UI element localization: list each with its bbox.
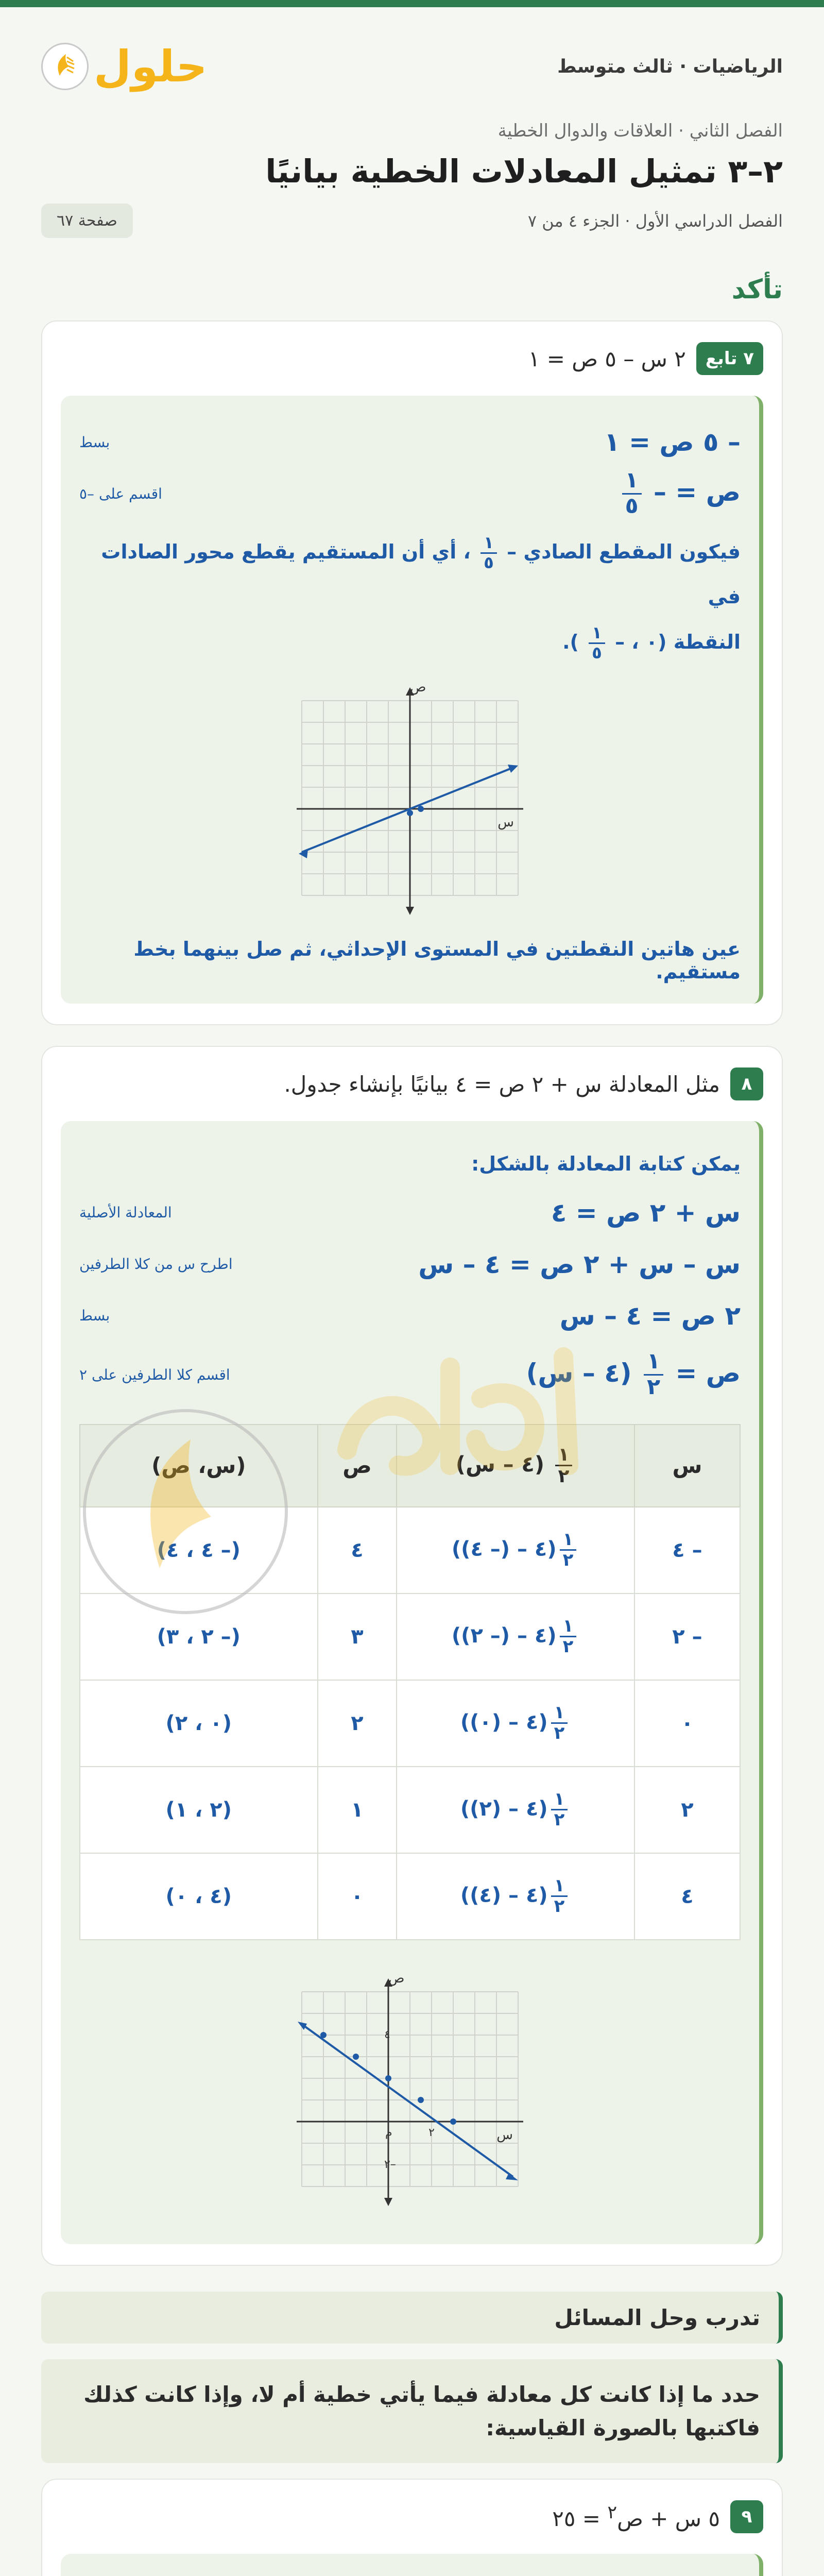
page-badge: صفحة ٦٧ [41, 204, 133, 238]
cell-x: – ٢ [634, 1594, 740, 1680]
equation-suffix: (٤ – س) [526, 1358, 632, 1388]
y-tick-label: ٤ [384, 2028, 390, 2041]
value-table [79, 1424, 741, 1940]
cell-y: ٣ [318, 1594, 397, 1680]
cell-y: ٢ [318, 1680, 397, 1767]
fraction [622, 469, 642, 519]
step-equation [526, 1350, 741, 1400]
fraction-numerator: ١ [560, 1530, 577, 1551]
fraction-numerator: ١ [555, 1445, 573, 1466]
header-expression-text: (٤ – س) [455, 1451, 545, 1477]
step-note: المعادلة الأصلية [79, 1204, 172, 1222]
fraction-denominator: ٥ [484, 553, 494, 572]
fraction-numerator: ١ [551, 1790, 568, 1810]
fraction-numerator: ١ [622, 469, 642, 495]
solution-step [79, 1239, 741, 1290]
table-header-row [80, 1425, 740, 1507]
y-axis-label: ص [388, 1971, 405, 1986]
explanation-text: ). [562, 630, 579, 653]
cell-expression [397, 1507, 634, 1594]
question-row [61, 2500, 763, 2533]
question-text-part: ٥ س + ص [617, 2505, 720, 2531]
fraction-denominator: ٢ [554, 1809, 565, 1831]
question-text-part: = ٢٥ [552, 2505, 608, 2531]
question-number-badge: ٩ [730, 2500, 763, 2533]
graph-wrapper [79, 680, 741, 917]
question-row [61, 1067, 763, 1100]
step-equation [619, 469, 741, 519]
column-header-x: س [634, 1425, 740, 1507]
solution-box [61, 2554, 763, 2576]
x-axis-label: س [497, 815, 514, 831]
cell-x: ٤ [634, 1853, 740, 1940]
coordinate-graph-7 [297, 680, 523, 917]
fraction-numerator: ١ [480, 534, 497, 554]
table-row [80, 1507, 740, 1594]
cell-y: ١ [318, 1767, 397, 1853]
fraction [551, 1876, 568, 1917]
table-row [80, 1680, 740, 1767]
cell-expression-text: (٤ – (– ٤)) [451, 1537, 557, 1561]
plot-point [385, 2075, 391, 2081]
fraction-denominator: ٢ [562, 1636, 574, 1657]
fraction-denominator: ٢ [558, 1466, 570, 1487]
logo-emblem-icon [41, 43, 89, 90]
fraction [555, 1445, 573, 1487]
step-note: اطرح س من كلا الطرفين [79, 1256, 233, 1273]
fraction-denominator: ٢ [554, 1896, 565, 1917]
conclusion-text: عين هاتين النقطتين في المستوى الإحداثي، ثم صل بينهما بخط مستقيم. [133, 938, 741, 984]
column-header-expression [397, 1425, 634, 1507]
fraction [560, 1530, 577, 1570]
plot-point [353, 2054, 359, 2060]
plot-point [418, 2097, 424, 2103]
cell-x: ٠ [634, 1680, 740, 1767]
fraction-denominator: ٥ [625, 493, 639, 519]
origin-label: م [385, 2126, 392, 2139]
step-note: اقسم كلا الطرفين على ٢ [79, 1366, 230, 1384]
meta-row [41, 204, 783, 238]
cell-expression [397, 1680, 634, 1767]
header [41, 7, 783, 121]
graph-wrapper [79, 1971, 741, 2208]
subject-label: الرياضيات · ثالث متوسط [557, 56, 783, 77]
fraction [644, 1350, 663, 1400]
explanation-text: ، أي أن المستقيم يقطع محور الصادات في [101, 540, 741, 608]
plot-point [320, 2032, 327, 2038]
point-y-intercept [407, 810, 413, 816]
fraction [560, 1617, 577, 1657]
solution-step [79, 1342, 741, 1409]
fraction-numerator: ١ [551, 1876, 568, 1897]
fraction-denominator: ٥ [592, 642, 602, 663]
column-header-y: ص [318, 1425, 397, 1507]
term-label: الفصل الدراسي الأول · الجزء ٤ من ٧ [527, 211, 783, 231]
breadcrumb: الفصل الثاني · العلاقات والدوال الخطية [497, 121, 783, 141]
cell-pair: (– ٤ ، ٤) [80, 1507, 318, 1594]
step-note: بسط [79, 433, 110, 451]
solution-intro: يمكن كتابة المعادلة بالشكل: [471, 1153, 741, 1176]
practice-instruction: حدد ما إذا كانت كل معادلة فيما يأتي خطية أم لا، وإذا كانت كذلك فاكتبها بالصورة القياسية: [41, 2359, 783, 2463]
practice-heading: تدرب وحل المسائل [41, 2292, 783, 2344]
cell-expression-text: (٤ – (– ٢)) [451, 1623, 557, 1648]
fraction [551, 1703, 568, 1743]
question-text [552, 2502, 720, 2531]
page-title: ٢–٣ تمثيل المعادلات الخطية بيانيًا [265, 152, 783, 190]
logo-text: حلول [94, 41, 208, 92]
solution-step [79, 1187, 741, 1239]
fraction [551, 1790, 568, 1830]
y-axis-label: ص [410, 680, 426, 696]
question-card-8 [41, 1046, 783, 2265]
equation-prefix: ص = – [654, 477, 741, 507]
page [0, 7, 824, 2576]
step-equation: ٢ ص = ٤ – س [559, 1300, 741, 1331]
intercept-explanation [79, 530, 741, 665]
table-row [80, 1594, 740, 1680]
solution-step [79, 416, 741, 468]
explanation-text: فيكون المقطع الصادي – [507, 540, 741, 563]
fraction-numerator: ١ [589, 624, 605, 644]
question-card-9 [41, 2479, 783, 2576]
point-x-intercept [418, 806, 424, 812]
question-card-7 [41, 320, 783, 1025]
equation-prefix: ص = [675, 1358, 741, 1388]
fraction-numerator: ١ [644, 1350, 663, 1376]
step-equation: س + ٢ ص = ٤ [551, 1197, 741, 1228]
step-equation: – ٥ ص = ١ [604, 427, 741, 457]
x-axis-label: س [496, 2127, 513, 2143]
cell-x: – ٤ [634, 1507, 740, 1594]
step-note: اقسم على –٥ [79, 485, 162, 502]
cell-expression [397, 1853, 634, 1940]
question-text: ٢ س – ٥ ص = ١ [528, 346, 686, 371]
fraction-denominator: ٢ [554, 1723, 565, 1744]
cell-expression-text: (٤ – (٢)) [460, 1797, 548, 1821]
y-tick-label: –٢ [384, 2158, 396, 2171]
fraction-numerator: ١ [551, 1703, 568, 1724]
x-tick-label: ٢ [428, 2126, 435, 2139]
question-number-badge: ٨ [730, 1067, 763, 1100]
table-wrapper [79, 1424, 741, 1940]
solution-box [61, 396, 763, 1004]
column-header-pair: (س، ص) [80, 1425, 318, 1507]
cell-pair: (– ٢ ، ٣) [80, 1594, 318, 1680]
solution-box [61, 1121, 763, 2244]
question-row [61, 342, 763, 375]
cell-expression [397, 1767, 634, 1853]
cell-pair: (٤ ، ٠) [80, 1853, 318, 1940]
cell-expression [397, 1594, 634, 1680]
fraction-numerator: ١ [560, 1617, 577, 1637]
cell-x: ٢ [634, 1767, 740, 1853]
table-row [80, 1767, 740, 1853]
coordinate-graph-8 [297, 1971, 523, 2208]
step-equation: س – س + ٢ ص = ٤ – س [418, 1249, 741, 1279]
brand-logo[interactable] [41, 41, 207, 92]
table-row [80, 1853, 740, 1940]
fraction-denominator: ٢ [647, 1375, 661, 1400]
plot-point [450, 2119, 456, 2125]
cell-y: ٤ [318, 1507, 397, 1594]
question-number-badge: ٧ تابع [696, 342, 763, 375]
top-accent-bar [0, 0, 824, 7]
fraction [480, 534, 497, 572]
question-text: مثل المعادلة س + ٢ ص = ٤ بيانيًا بإنشاء جدول. [284, 1071, 720, 1097]
section-heading-confirm: تأكد [731, 274, 783, 305]
cell-pair: (٠ ، ٢) [80, 1680, 318, 1767]
cell-y: ٠ [318, 1853, 397, 1940]
cell-expression-text: (٤ – (٤)) [460, 1883, 548, 1907]
cell-expression-text: (٤ – (٠)) [460, 1710, 548, 1734]
solution-step [79, 468, 741, 519]
step-note: بسط [79, 1307, 110, 1325]
explanation-text: النقطة (٠ ، – [615, 630, 741, 653]
cell-pair: (٢ ، ١) [80, 1767, 318, 1853]
fraction [589, 624, 605, 662]
solution-step [79, 1290, 741, 1342]
fraction-denominator: ٢ [562, 1550, 574, 1571]
exponent: ٢ [607, 2502, 617, 2523]
